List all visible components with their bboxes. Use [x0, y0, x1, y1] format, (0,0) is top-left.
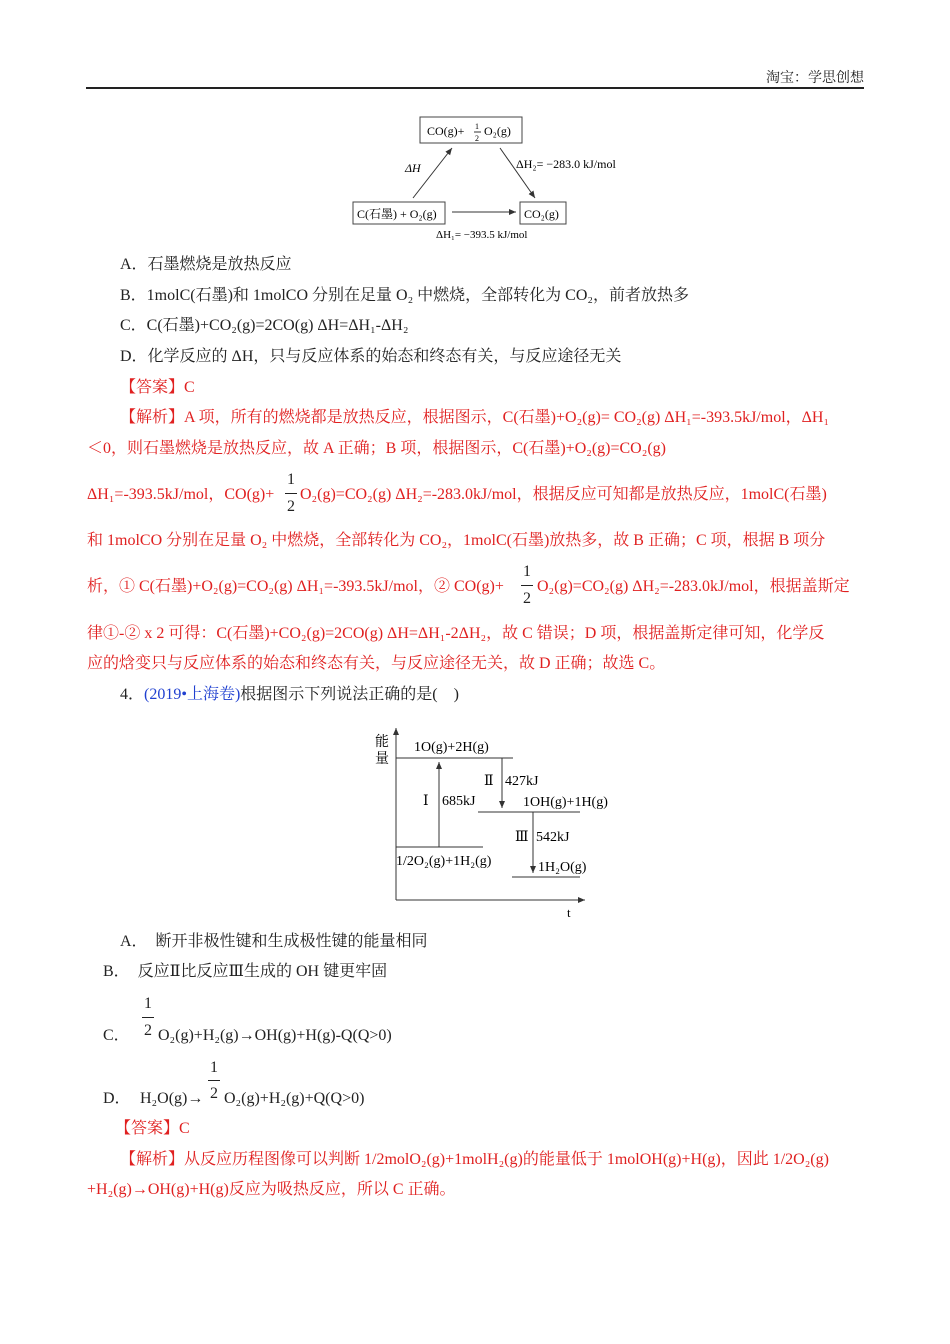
q3-option-c: C．C(石墨)+CO₂(g)=2CO(g) ΔH=ΔH₁-ΔH₂	[120, 317, 409, 334]
level-label: 1/2O₂(g)+1H₂(g)	[396, 854, 492, 869]
fraction-bar	[208, 1080, 220, 1081]
q3-explanation-5a: 析，① C(石墨)+O₂(g)=CO₂(g) ΔH₁=-393.5kJ/mol，② CO(g)+	[87, 578, 504, 595]
q4-option-b: B． 反应Ⅱ比反应Ⅲ生成的 OH 键更牢固	[103, 963, 388, 980]
q4-answer: 【答案】C	[115, 1120, 190, 1137]
q3-explanation-1: 【解析】A 项，所有的燃烧都是放热反应，根据图示，C(石墨)+O₂(g)= CO₂(g) ΔH₁=-393.5kJ/mol，ΔH₁	[120, 409, 830, 426]
fraction-numerator: 1	[210, 1059, 218, 1076]
step-label: Ⅱ	[484, 774, 494, 789]
step-label: Ⅲ	[515, 830, 529, 845]
frac-num: 1	[475, 122, 479, 131]
energy-level-diagram	[360, 720, 640, 920]
q3-explanation-6: 律①-② x 2 可得：C(石墨)+CO₂(g)=2CO(g) ΔH=ΔH₁-2ΔH₂，故 C 错误；D 项，根据盖斯定律可知，化学反	[87, 625, 825, 642]
q4-source-link[interactable]: (2019•上海卷)	[144, 686, 241, 703]
q3-explanation-4: 和 1molCO 分别在足量 O₂ 中燃烧，全部转化为 CO₂，1molC(石墨)放热多，故 B 正确；C 项，根据 B 项分	[87, 532, 826, 549]
q3-explanation-3a: ΔH₁=-393.5kJ/mol，CO(g)+	[87, 486, 275, 503]
box-co-tail: O₂(g)	[484, 124, 511, 138]
q3-explanation-3b: O₂(g)=CO₂(g) ΔH₂=-283.0kJ/mol，根据反应可知都是放热反应，1molC(石墨)	[300, 486, 827, 503]
fraction-bar	[521, 585, 533, 586]
step-value: 427kJ	[505, 774, 539, 789]
y-axis-label: 能	[375, 735, 389, 750]
box-co2-label: CO₂(g)	[524, 207, 559, 221]
q3-explanation-7: 应的焓变只与反应体系的始态和终态有关，与反应途径无关，故 D 正确；故选 C。	[87, 655, 666, 672]
box-co-label: CO(g)+	[427, 124, 465, 138]
dh2-label: ΔH₂= −283.0 kJ/mol	[516, 157, 616, 171]
fraction-bar	[285, 493, 297, 494]
q3-option-b: B．1molC(石墨)和 1molCO 分别在足量 O₂ 中燃烧，全部转化为 CO₂，前者放热多	[120, 287, 689, 304]
fraction-bar	[142, 1017, 154, 1018]
fraction-denominator: 2	[210, 1085, 218, 1102]
dh-label: ΔH	[405, 161, 421, 175]
box-graphite-label: C(石墨) + O₂(g)	[357, 207, 437, 221]
q4-option-d-label: D．	[103, 1090, 131, 1107]
q4-option-d: O₂(g)+H₂(g)+Q(Q>0)	[224, 1090, 365, 1107]
step-value: 542kJ	[536, 830, 570, 845]
x-axis-label: t	[567, 905, 571, 920]
q4-option-d-reactant: H₂O(g)→	[140, 1090, 204, 1107]
fraction-numerator: 1	[144, 995, 152, 1012]
q4-explanation-2: +H₂(g)→OH(g)+H(g)反应为吸热反应，所以 C 正确。	[87, 1181, 456, 1198]
q3-option-d: D．化学反应的 ΔH，只与反应体系的始态和终态有关，与反应途径无关	[120, 348, 622, 365]
q4-explanation-1: 【解析】从反应历程图像可以判断 1/2molO₂(g)+1molH₂(g)的能量低于 1molOH(g)+H(g)，因此 1/2O₂(g)	[120, 1151, 829, 1168]
q4-option-c: O₂(g)+H₂(g)→OH(g)+H(g)-Q(Q>0)	[158, 1027, 392, 1044]
q4-option-a: A． 断开非极性键和生成极性键的能量相同	[120, 933, 428, 950]
q3-explanation-2: ＜0，则石墨燃烧是放热反应，故 A 正确；B 项，根据图示，C(石墨)+O₂(g)=CO₂(g)	[87, 440, 666, 457]
page-header: 淘宝：学思创想	[766, 70, 864, 86]
q4-number: 4．	[120, 686, 145, 703]
q3-option-a: A．石墨燃烧是放热反应	[120, 256, 292, 273]
frac-den: 2	[475, 134, 479, 143]
fraction-denominator: 2	[287, 498, 295, 515]
q4-stem-text: 根据图示下列说法正确的是( )	[240, 686, 459, 703]
q4-option-c-label: C．	[103, 1027, 130, 1044]
level-label: 1H₂O(g)	[538, 860, 587, 875]
header-rule	[86, 87, 864, 89]
step-label: Ⅰ	[423, 794, 429, 809]
step-value: 685kJ	[442, 794, 476, 809]
level-label: 1O(g)+2H(g)	[414, 740, 489, 755]
q3-explanation-5b: O₂(g)=CO₂(g) ΔH₂=-283.0kJ/mol，根据盖斯定	[537, 578, 850, 595]
y-axis-label: 量	[375, 752, 389, 767]
q4-stem	[120, 685, 459, 705]
enthalpy-cycle-diagram	[340, 110, 640, 245]
fraction-denominator: 2	[523, 590, 531, 607]
fraction-numerator: 1	[287, 471, 295, 488]
fraction-numerator: 1	[523, 563, 531, 580]
fraction-denominator: 2	[144, 1022, 152, 1039]
level-label: 1OH(g)+1H(g)	[523, 795, 608, 810]
dh1-label: ΔH₁= −393.5 kJ/mol	[436, 229, 528, 241]
q3-answer: 【答案】C	[120, 379, 195, 396]
